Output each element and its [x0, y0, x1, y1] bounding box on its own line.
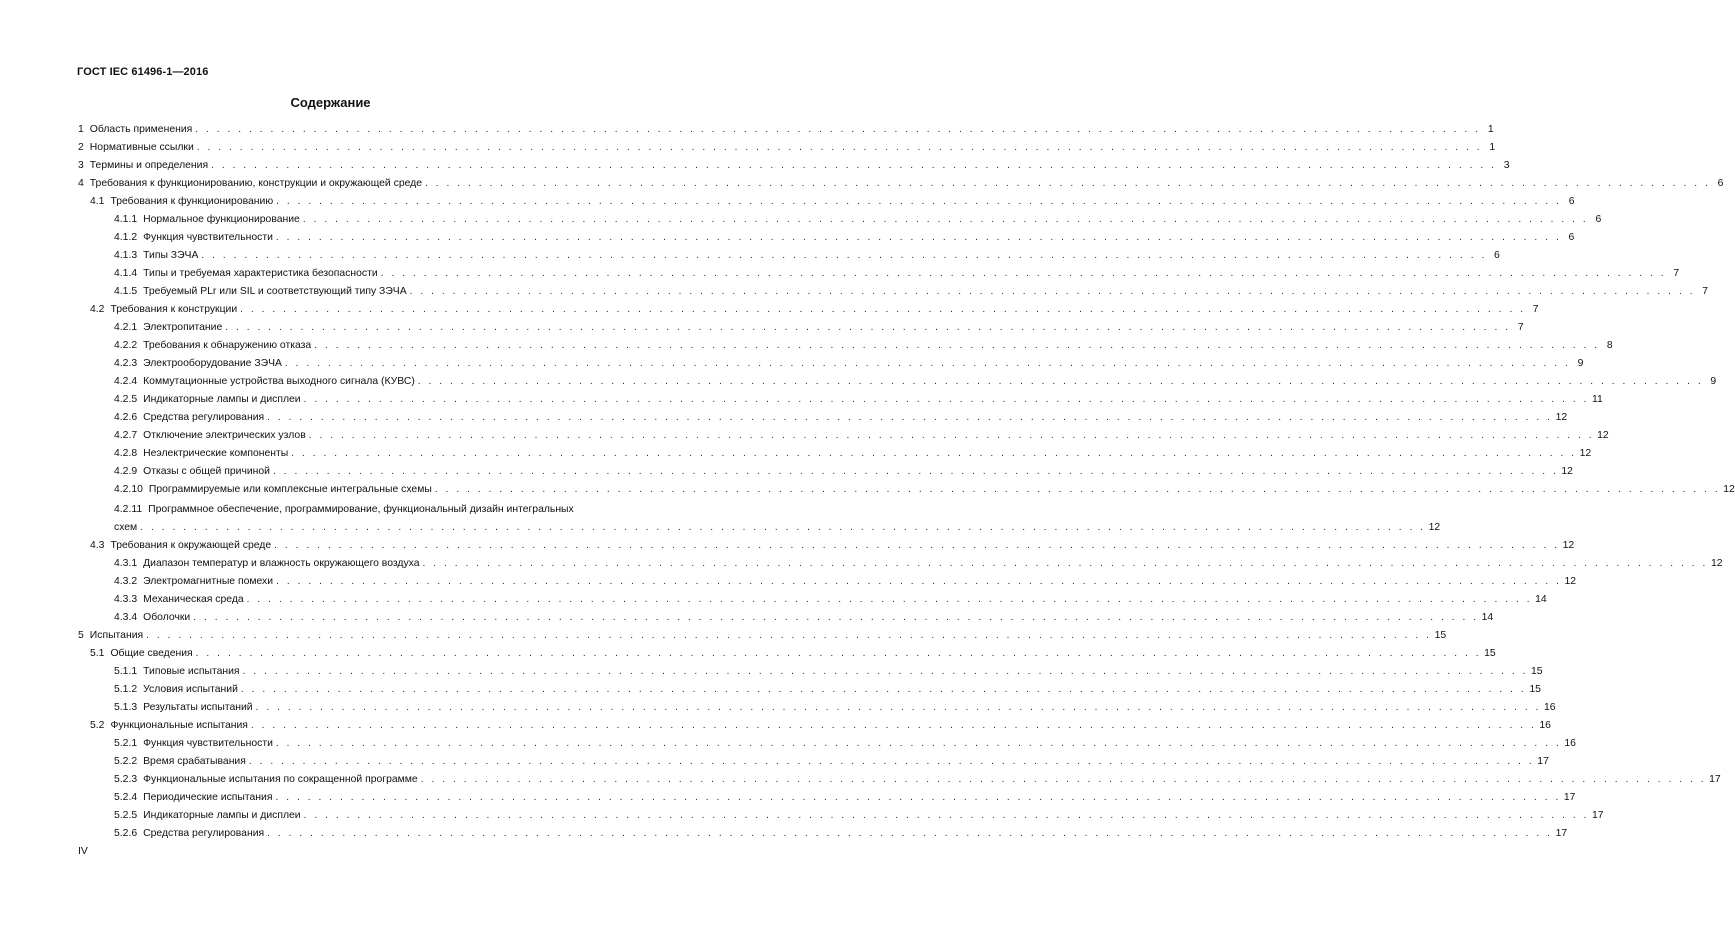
- toc-entry: [114, 737, 1576, 750]
- toc-entry-title: Электромагнитные помехи: [143, 576, 274, 587]
- toc-entry-title: Результаты испытаний: [143, 702, 253, 713]
- toc-leader-dots: . . . . . . . . . . . . . . . . . . . . . . . . . . . . . . . . . . . . . . . . . . . . . . . . . . . . . . . . . . . . . . . . . . . . . . . . . . . . . . . . . . . . . . . . . . . . . . . . . . . . . . . . . . . . . . . . . . . . . . . .: [380, 268, 1667, 279]
- toc-entry-title: Требования к функционированию: [110, 196, 274, 207]
- toc-leader-dots: . . . . . . . . . . . . . . . . . . . . . . . . . . . . . . . . . . . . . . . . . . . . . . . . . . . . . . . . . . . . . . . . . . . . . . . . . . . . . . . . . . . . . . . . . . . . . . . . . . . . . . . . . . . . . . . . . . . . . . . .: [196, 142, 1483, 153]
- toc-leader-dots: . . . . . . . . . . . . . . . . . . . . . . . . . . . . . . . . . . . . . . . . . . . . . . . . . . . . . . . . . . . . . . . . . . . . . . . . . . . . . . . . . . . . . . . . . . . . . . . . . . . . . . . . . . . . . . . . . . . . . . . .: [275, 232, 1562, 243]
- toc-leader-dots: . . . . . . . . . . . . . . . . . . . . . . . . . . . . . . . . . . . . . . . . . . . . . . . . . . . . . . . . . . . . . . . . . . . . . . . . . . . . . . . . . . . . . . . . . . . . . . . . . . . . . . . . . . . . . . . . . . . . . . . .: [267, 828, 1553, 839]
- toc-entry-page: 17: [1555, 828, 1568, 839]
- toc-entry-number: 5.2.6: [114, 828, 138, 839]
- toc-entry: [114, 321, 1524, 334]
- toc-leader-dots: . . . . . . . . . . . . . . . . . . . . . . . . . . . . . . . . . . . . . . . . . . . . . . . . . . . . . . . . . . . . . . . . . . . . . . . . . . . . . . . . . . . . . . . . . . . . . . . . . . . . . . . . . . . . . . . . . . . . . . . .: [275, 792, 1561, 803]
- toc-entry: [114, 809, 1604, 822]
- toc-entry-page: 15: [1531, 666, 1543, 677]
- toc-entry-title: Программное обеспечение, программирование, функциональный дизайн интегральных: [148, 504, 574, 515]
- toc-entry-title: Коммутационные устройства выходного сигнала (КУВС): [143, 376, 415, 387]
- toc-entry-number: 4.2.1: [114, 322, 138, 333]
- toc-leader-dots: . . . . . . . . . . . . . . . . . . . . . . . . . . . . . . . . . . . . . . . . . . . . . . . . . . . . . . . . . . . . . . . . . . . . . . . . . . . . . . . . . . . . . . . . . . . . . . . . . . . . . . . . . . . . . . . . . . . . . . . .: [193, 612, 1479, 623]
- toc-entry-title: Нормальное функционирование: [143, 214, 300, 225]
- toc-leader-dots: . . . . . . . . . . . . . . . . . . . . . . . . . . . . . . . . . . . . . . . . . . . . . . . . . . . . . . . . . . . . . . . . . . . . . . . . . . . . . . . . . . . . . . . . . . . . . . . . . . . . . . . . . . . . . . . . . . . . . . . .: [303, 394, 1590, 405]
- toc-leader-dots: . . . . . . . . . . . . . . . . . . . . . . . . . . . . . . . . . . . . . . . . . . . . . . . . . . . . . . . . . . . . . . . . . . . . . . . . . . . . . . . . . . . . . . . . . . . . . . . . . . . . . . . . . . . . . . . . . . . . . . . .: [250, 720, 1537, 731]
- toc-entry-title: Типы ЗЭЧА: [143, 250, 199, 261]
- toc-entry-page: 16: [1539, 720, 1551, 731]
- toc-title: Содержание: [290, 95, 371, 110]
- toc-leader-dots: . . . . . . . . . . . . . . . . . . . . . . . . . . . . . . . . . . . . . . . . . . . . . . . . . . . . . . . . . . . . . . . . . . . . . . . . . . . . . . . . . . . . . . . . . . . . . . . . . . . . . . . . . . . . . . . . . . . . . . . .: [422, 558, 1708, 569]
- toc-entry-page: 7: [1517, 322, 1524, 333]
- toc-entry-number: 5.2: [90, 720, 105, 731]
- toc-entry: [114, 249, 1500, 262]
- toc-entry-number: 5: [78, 630, 84, 641]
- toc-entry-title: Механическая среда: [143, 594, 244, 605]
- toc-entry-number: 4.2.2: [114, 340, 138, 351]
- toc-entry-title: Электропитание: [143, 322, 223, 333]
- toc-entry: [90, 195, 1575, 208]
- toc-leader-dots: . . . . . . . . . . . . . . . . . . . . . . . . . . . . . . . . . . . . . . . . . . . . . . . . . . . . . . . . . . . . . . . . . . . . . . . . . . . . . . . . . . . . . . . . . . . . . . . . . . . . . . . . . . . . . . . . . . . . . . . .: [303, 810, 1590, 821]
- toc-entry-title: Требования к конструкции: [110, 304, 238, 315]
- toc-entry-page: 17: [1537, 756, 1549, 767]
- toc-leader-dots: . . . . . . . . . . . . . . . . . . . . . . . . . . . . . . . . . . . . . . . . . . . . . . . . . . . . . . . . . . . . . . . . . . . . . . . . . . . . . . . . . . . . . . . . . . . . . . . . . . . . . . . . . . . . . . . . . . . . . . . .: [308, 430, 1595, 441]
- toc-entry: [114, 285, 1709, 298]
- toc-entry-number: 5.2.2: [114, 756, 138, 767]
- toc-entry-number: 4.2.3: [114, 358, 138, 369]
- toc-leader-dots: . . . . . . . . . . . . . . . . . . . . . . . . . . . . . . . . . . . . . . . . . . . . . . . . . . . . . . . . . . . . . . . . . . . . . . . . . . . . . . . . . . . . . . . . . . . . . . . . . . . . . . . . . . . . . . . . . . . . . . . .: [434, 484, 1721, 495]
- toc-entry-number: 4.1: [90, 196, 105, 207]
- toc-entry: [114, 231, 1575, 244]
- toc-entry-title: Отключение электрических узлов: [143, 430, 306, 441]
- toc-entry-number: 4.2.4: [114, 376, 138, 387]
- toc-entry-title: Электрооборудование ЗЭЧА: [143, 358, 282, 369]
- toc-entry-page: 12: [1428, 522, 1441, 533]
- toc-leader-dots: . . . . . . . . . . . . . . . . . . . . . . . . . . . . . . . . . . . . . . . . . . . . . . . . . . . . . . . . . . . . . . . . . . . . . . . . . . . . . . . . . . . . . . . . . . . . . . . . . . . . . . . . . . . . . . . . . . . . . . . .: [242, 666, 1528, 677]
- toc-entry: [114, 411, 1568, 424]
- toc-entry-page: 12: [1723, 484, 1735, 495]
- toc-entry-page: 6: [1494, 250, 1500, 261]
- toc-entry-number: 4.2.10: [114, 484, 143, 495]
- toc-entry-number: 4.3.3: [114, 594, 138, 605]
- toc-leader-dots: . . . . . . . . . . . . . . . . . . . . . . . . . . . . . . . . . . . . . . . . . . . . . . . . . . . . . . . . . . . . . . . . . . . . . . . . . . . . . . . . . . . . . . . . . . . . . . . . . . . . . . . . . . . . . . . . . . . . . . . .: [291, 448, 1577, 459]
- toc-entry-page: 7: [1532, 304, 1539, 315]
- toc-entry-page: 7: [1702, 286, 1709, 297]
- toc-entry-number: 5.1.1: [114, 666, 138, 677]
- toc-entry: [114, 267, 1680, 280]
- toc-entry: [114, 611, 1494, 624]
- document-code: ГОСТ IEC 61496-1—2016: [77, 66, 209, 78]
- toc-entry-page: 17: [1563, 792, 1576, 803]
- toc-entry-number: 4.3.1: [114, 558, 138, 569]
- page-number: IV: [78, 846, 88, 857]
- toc-entry-number: 5.2.1: [114, 738, 138, 749]
- toc-entry-title: Функциональные испытания по сокращенной программе: [143, 774, 418, 785]
- toc-entry-title: Функция чувствительности: [143, 232, 273, 243]
- toc-entry-number: 4: [78, 178, 84, 189]
- toc-leader-dots: . . . . . . . . . . . . . . . . . . . . . . . . . . . . . . . . . . . . . . . . . . . . . . . . . . . . . . . . . . . . . . . . . . . . . . . . . . . . . . . . . . . . . . . . . . . . . . . . . . . . . . . . . . . . . . . . . . . . . . . .: [314, 340, 1600, 351]
- toc-entry: [114, 465, 1573, 478]
- toc-leader-dots: . . . . . . . . . . . . . . . . . . . . . . . . . . . . . . . . . . . . . . . . . . . . . . . . . . . . . . . . . . . . . . . . . . . . . . . . . . . . . . . . . . . . . . . . . . . . . . . . . . . . . . . . . . . . . . . . . . . . . . . .: [146, 630, 1432, 641]
- toc-entry: [90, 719, 1551, 732]
- toc-entry-title: Типы и требуемая характеристика безопасности: [143, 268, 378, 279]
- toc-entry-title: Общие сведения: [110, 648, 193, 659]
- toc-entry: [114, 665, 1543, 678]
- toc-entry: [114, 773, 1721, 786]
- toc-entry-title: Требования к обнаружению отказа: [143, 340, 312, 351]
- toc-entry-page: 12: [1597, 430, 1609, 441]
- toc-entry-title: Программируемые или комплексные интегральные схемы: [148, 484, 432, 495]
- toc-entry-page: 14: [1481, 612, 1494, 623]
- toc-entry: [114, 827, 1568, 840]
- toc-entry-page: 6: [1717, 178, 1724, 189]
- toc-entry-number: 4.2.7: [114, 430, 138, 441]
- toc-entry-page: 17: [1592, 810, 1604, 821]
- toc-entry-page: 9: [1710, 376, 1717, 387]
- toc-entry-number: 4.3.2: [114, 576, 138, 587]
- toc-leader-dots: . . . . . . . . . . . . . . . . . . . . . . . . . . . . . . . . . . . . . . . . . . . . . . . . . . . . . . . . . . . . . . . . . . . . . . . . . . . . . . . . . . . . . . . . . . . . . . . . . . . . . . . . . . . . . . . . . . . . . . . .: [248, 756, 1535, 767]
- toc-entry-number: 4.2.8: [114, 448, 138, 459]
- toc-entry-title: Требования к окружающей среде: [110, 540, 272, 551]
- toc-entry: [78, 177, 1724, 190]
- toc-entry-page: 15: [1529, 684, 1541, 695]
- toc-leader-dots: . . . . . . . . . . . . . . . . . . . . . . . . . . . . . . . . . . . . . . . . . . . . . . . . . . . . . . . . . . . . . . . . . . . . . . . . . . . . . . . . . . . . . . . . . . . . . . . . . . . . . . . . . . . . . . . . . . . . . . . .: [409, 286, 1696, 297]
- toc-entry-number: 5.2.4: [114, 792, 138, 803]
- toc-entry-page: 6: [1595, 214, 1602, 225]
- toc-entry: [114, 791, 1576, 804]
- toc-entry-title: Испытания: [89, 630, 144, 641]
- toc-entry-page: 8: [1606, 340, 1613, 351]
- toc-entry: [114, 429, 1609, 442]
- toc-entry-title: Типовые испытания: [143, 666, 240, 677]
- toc-entry-number: 4.1.3: [114, 250, 138, 261]
- toc-entry-number: 4.2.11: [114, 504, 143, 515]
- toc-entry-title-continued: схем: [114, 522, 138, 533]
- toc-entry: [114, 501, 1441, 537]
- toc-entry-page: 6: [1568, 232, 1575, 243]
- toc-entry-number: 5.1.2: [114, 684, 138, 695]
- toc-entry-number: 4.2: [90, 304, 105, 315]
- toc-entry-page: 6: [1568, 196, 1575, 207]
- toc-entry-page: 12: [1561, 466, 1573, 477]
- toc-entry: [78, 629, 1447, 642]
- toc-entry-page: 12: [1564, 576, 1577, 587]
- toc-entry-number: 3: [78, 160, 84, 171]
- toc-entry-page: 14: [1535, 594, 1547, 605]
- toc-leader-dots: . . . . . . . . . . . . . . . . . . . . . . . . . . . . . . . . . . . . . . . . . . . . . . . . . . . . . . . . . . . . . . . . . . . . . . . . . . . . . . . . . . . . . . . . . . . . . . . . . . . . . . . . . . . . . . . . . . . . . . . .: [211, 160, 1497, 171]
- toc-leader-dots: . . . . . . . . . . . . . . . . . . . . . . . . . . . . . . . . . . . . . . . . . . . . . . . . . . . . . . . . . . . . . . . . . . . . . . . . . . . . . . . . . . . . . . . . . . . . . . . . . . . . . . . . . . . . . . . . . . . . . . . .: [274, 540, 1560, 551]
- toc-entry: [114, 339, 1613, 352]
- toc-entry-page: 15: [1484, 648, 1496, 659]
- toc-leader-dots: . . . . . . . . . . . . . . . . . . . . . . . . . . . . . . . . . . . . . . . . . . . . . . . . . . . . . . . . . . . . . . . . . . . . . . . . . . . . . . . . . . . . . . . . . . . . . . . . . . . . . . . . . . . . . . . . . . . . . . . .: [417, 376, 1704, 387]
- toc-entry-page: 9: [1577, 358, 1584, 369]
- toc-leader-dots: . . . . . . . . . . . . . . . . . . . . . . . . . . . . . . . . . . . . . . . . . . . . . . . . . . . . . . . . . . . . . . . . . . . . . . . . . . . . . . . . . . . . . . . . . . . . . . . . . . . . . . . . . . . . . . . . . . . . . . . .: [425, 178, 1711, 189]
- toc-entry-title: Требуемый PLr или SIL и соответствующий типу ЗЭЧА: [143, 286, 407, 297]
- toc-entry-number: 5.2.5: [114, 810, 138, 821]
- toc-leader-dots: . . . . . . . . . . . . . . . . . . . . . . . . . . . . . . . . . . . . . . . . . . . . . . . . . . . . . . . . . . . . . . . . . . . . . . . . . . . . . . . . . . . . . . . . . . . . . . . . . . . . . . . . . . . . . . . . . . . . . . . .: [225, 322, 1511, 333]
- toc-leader-dots: . . . . . . . . . . . . . . . . . . . . . . . . . . . . . . . . . . . . . . . . . . . . . . . . . . . . . . . . . . . . . . . . . . . . . . . . . . . . . . . . . . . . . . . . . . . . . . . . . . . . . . . . . . . . . . . . . . . . . . . .: [272, 466, 1559, 477]
- toc-leader-dots: . . . . . . . . . . . . . . . . . . . . . . . . . . . . . . . . . . . . . . . . . . . . . . . . . . . . . . . . . . . . . . . . . . . . . . . . . . . . . . . . . . . . . . . . . . . . . . . . . . . . . . . . . . . . . . . . . . . . . . . .: [246, 594, 1533, 605]
- toc-entry: [78, 141, 1496, 154]
- toc-entry-title: Нормативные ссылки: [89, 142, 194, 153]
- toc-entry-title: Средства регулирования: [143, 412, 265, 423]
- toc-entry-title: Область применения: [89, 124, 193, 135]
- toc-entry: [114, 357, 1584, 370]
- toc-entry-title: Оболочки: [143, 612, 191, 623]
- toc-leader-dots: . . . . . . . . . . . . . . . . . . . . . . . . . . . . . . . . . . . . . . . . . . . . . . . . . . . . . . . . . . . . . . . . . . . . . . . . . . . . . . . . . . . . . . . . . . . . . . . . . . . . . . . . . . . . . . . . . . . . . . . .: [195, 648, 1482, 659]
- toc-entry-page: 3: [1503, 160, 1510, 171]
- toc-entry: [114, 483, 1735, 496]
- toc-leader-dots: . . . . . . . . . . . . . . . . . . . . . . . . . . . . . . . . . . . . . . . . . . . . . . . . . . . . . . . . . . . . . . . . . . . . . . . . . . . . . . . . . . . . . . . . . . . . . . . . . . . . . . . . . . . . . . . . . . . . . . . .: [195, 124, 1481, 135]
- toc-entry-number: 4.1.1: [114, 214, 138, 225]
- toc-entry-title: Диапазон температур и влажность окружающего воздуха: [143, 558, 420, 569]
- toc-entry-number: 4.3: [90, 540, 105, 551]
- toc-leader-dots: . . . . . . . . . . . . . . . . . . . . . . . . . . . . . . . . . . . . . . . . . . . . . . . . . . . . . . . . . . . . . . . . . . . . . . . . . . . . . . . . . . . . . . . . . . . . . . . . . . . . . . . . . . . . . . . . . . . . . . . .: [140, 522, 1426, 533]
- toc-entry: [114, 393, 1603, 406]
- toc-entry: [114, 593, 1547, 606]
- toc-entry-title: Индикаторные лампы и дисплеи: [143, 394, 301, 405]
- toc-entry: [114, 755, 1549, 768]
- toc-entry-title: Термины и определения: [89, 160, 209, 171]
- toc-entry: [114, 557, 1723, 570]
- toc-entry-title: Периодические испытания: [143, 792, 273, 803]
- toc-entry: [78, 159, 1510, 172]
- toc-entry-number: 4.2.6: [114, 412, 138, 423]
- toc-entry-number: 5.1: [90, 648, 105, 659]
- toc-entry-page: 12: [1562, 540, 1575, 551]
- toc-entry-number: 5.2.3: [114, 774, 138, 785]
- toc-entry-number: 2: [78, 142, 84, 153]
- toc-entry-title: Функциональные испытания: [110, 720, 248, 731]
- toc-entry: [78, 123, 1494, 136]
- toc-entry-number: 4.1.5: [114, 286, 138, 297]
- toc-entry-number: 1: [78, 124, 84, 135]
- toc-entry-number: 4.2.9: [114, 466, 138, 477]
- toc-entry: [114, 213, 1602, 226]
- toc-entry-number: 4.2.5: [114, 394, 138, 405]
- toc-entry-title: Средства регулирования: [143, 828, 265, 839]
- toc-leader-dots: . . . . . . . . . . . . . . . . . . . . . . . . . . . . . . . . . . . . . . . . . . . . . . . . . . . . . . . . . . . . . . . . . . . . . . . . . . . . . . . . . . . . . . . . . . . . . . . . . . . . . . . . . . . . . . . . . . . . . . . .: [302, 214, 1589, 225]
- toc-entry-number: 4.3.4: [114, 612, 138, 623]
- toc-entry: [114, 575, 1577, 588]
- toc-leader-dots: . . . . . . . . . . . . . . . . . . . . . . . . . . . . . . . . . . . . . . . . . . . . . . . . . . . . . . . . . . . . . . . . . . . . . . . . . . . . . . . . . . . . . . . . . . . . . . . . . . . . . . . . . . . . . . . . . . . . . . . .: [240, 304, 1526, 315]
- toc-leader-dots: . . . . . . . . . . . . . . . . . . . . . . . . . . . . . . . . . . . . . . . . . . . . . . . . . . . . . . . . . . . . . . . . . . . . . . . . . . . . . . . . . . . . . . . . . . . . . . . . . . . . . . . . . . . . . . . . . . . . . . . .: [201, 250, 1487, 261]
- toc-leader-dots: . . . . . . . . . . . . . . . . . . . . . . . . . . . . . . . . . . . . . . . . . . . . . . . . . . . . . . . . . . . . . . . . . . . . . . . . . . . . . . . . . . . . . . . . . . . . . . . . . . . . . . . . . . . . . . . . . . . . . . . .: [276, 196, 1562, 207]
- toc-entry-title: Отказы с общей причиной: [143, 466, 270, 477]
- toc-leader-dots: . . . . . . . . . . . . . . . . . . . . . . . . . . . . . . . . . . . . . . . . . . . . . . . . . . . . . . . . . . . . . . . . . . . . . . . . . . . . . . . . . . . . . . . . . . . . . . . . . . . . . . . . . . . . . . . . . . . . . . . .: [284, 358, 1571, 369]
- toc-entry-number: 5.1.3: [114, 702, 138, 713]
- toc-entry-title: Время срабатывания: [143, 756, 246, 767]
- toc-entry-title: Индикаторные лампы и дисплеи: [143, 810, 301, 821]
- toc-entry-page: 1: [1487, 124, 1494, 135]
- toc-entry-page: 7: [1673, 268, 1680, 279]
- toc-entry-page: 12: [1555, 412, 1568, 423]
- toc-entry-number: 4.1.4: [114, 268, 138, 279]
- toc-entry-page: 12: [1710, 558, 1723, 569]
- toc-entry-title: Условия испытаний: [143, 684, 238, 695]
- toc-leader-dots: . . . . . . . . . . . . . . . . . . . . . . . . . . . . . . . . . . . . . . . . . . . . . . . . . . . . . . . . . . . . . . . . . . . . . . . . . . . . . . . . . . . . . . . . . . . . . . . . . . . . . . . . . . . . . . . . . . . . . . . .: [240, 684, 1527, 695]
- toc-entry: [114, 375, 1717, 388]
- toc-entry-title: Требования к функционированию, конструкции и окружающей среде: [89, 178, 422, 189]
- toc-entry-page: 17: [1709, 774, 1721, 785]
- toc-entry-page: 15: [1434, 630, 1447, 641]
- toc-entry-page: 11: [1592, 394, 1603, 405]
- toc-entry-page: 16: [1564, 738, 1576, 749]
- toc-entry: [114, 447, 1592, 460]
- toc-entry-page: 1: [1489, 142, 1496, 153]
- toc-leader-dots: . . . . . . . . . . . . . . . . . . . . . . . . . . . . . . . . . . . . . . . . . . . . . . . . . . . . . . . . . . . . . . . . . . . . . . . . . . . . . . . . . . . . . . . . . . . . . . . . . . . . . . . . . . . . . . . . . . . . . . . .: [275, 738, 1562, 749]
- toc-entry-title: Функция чувствительности: [143, 738, 273, 749]
- toc-entry: [114, 701, 1556, 714]
- toc-entry-title: Неэлектрические компоненты: [143, 448, 289, 459]
- toc-entry: [114, 683, 1541, 696]
- toc-leader-dots: . . . . . . . . . . . . . . . . . . . . . . . . . . . . . . . . . . . . . . . . . . . . . . . . . . . . . . . . . . . . . . . . . . . . . . . . . . . . . . . . . . . . . . . . . . . . . . . . . . . . . . . . . . . . . . . . . . . . . . . .: [267, 412, 1553, 423]
- toc-entry-number: 4.1.2: [114, 232, 138, 243]
- toc-leader-dots: . . . . . . . . . . . . . . . . . . . . . . . . . . . . . . . . . . . . . . . . . . . . . . . . . . . . . . . . . . . . . . . . . . . . . . . . . . . . . . . . . . . . . . . . . . . . . . . . . . . . . . . . . . . . . . . . . . . . . . . .: [276, 576, 1562, 587]
- toc-leader-dots: . . . . . . . . . . . . . . . . . . . . . . . . . . . . . . . . . . . . . . . . . . . . . . . . . . . . . . . . . . . . . . . . . . . . . . . . . . . . . . . . . . . . . . . . . . . . . . . . . . . . . . . . . . . . . . . . . . . . . . . .: [420, 774, 1707, 785]
- toc-entry: [90, 539, 1575, 552]
- toc-entry: [90, 647, 1496, 660]
- toc-entry: [90, 303, 1539, 316]
- toc-entry-page: 16: [1544, 702, 1556, 713]
- toc-leader-dots: . . . . . . . . . . . . . . . . . . . . . . . . . . . . . . . . . . . . . . . . . . . . . . . . . . . . . . . . . . . . . . . . . . . . . . . . . . . . . . . . . . . . . . . . . . . . . . . . . . . . . . . . . . . . . . . . . . . . . . . .: [255, 702, 1542, 713]
- toc-entry-page: 12: [1579, 448, 1592, 459]
